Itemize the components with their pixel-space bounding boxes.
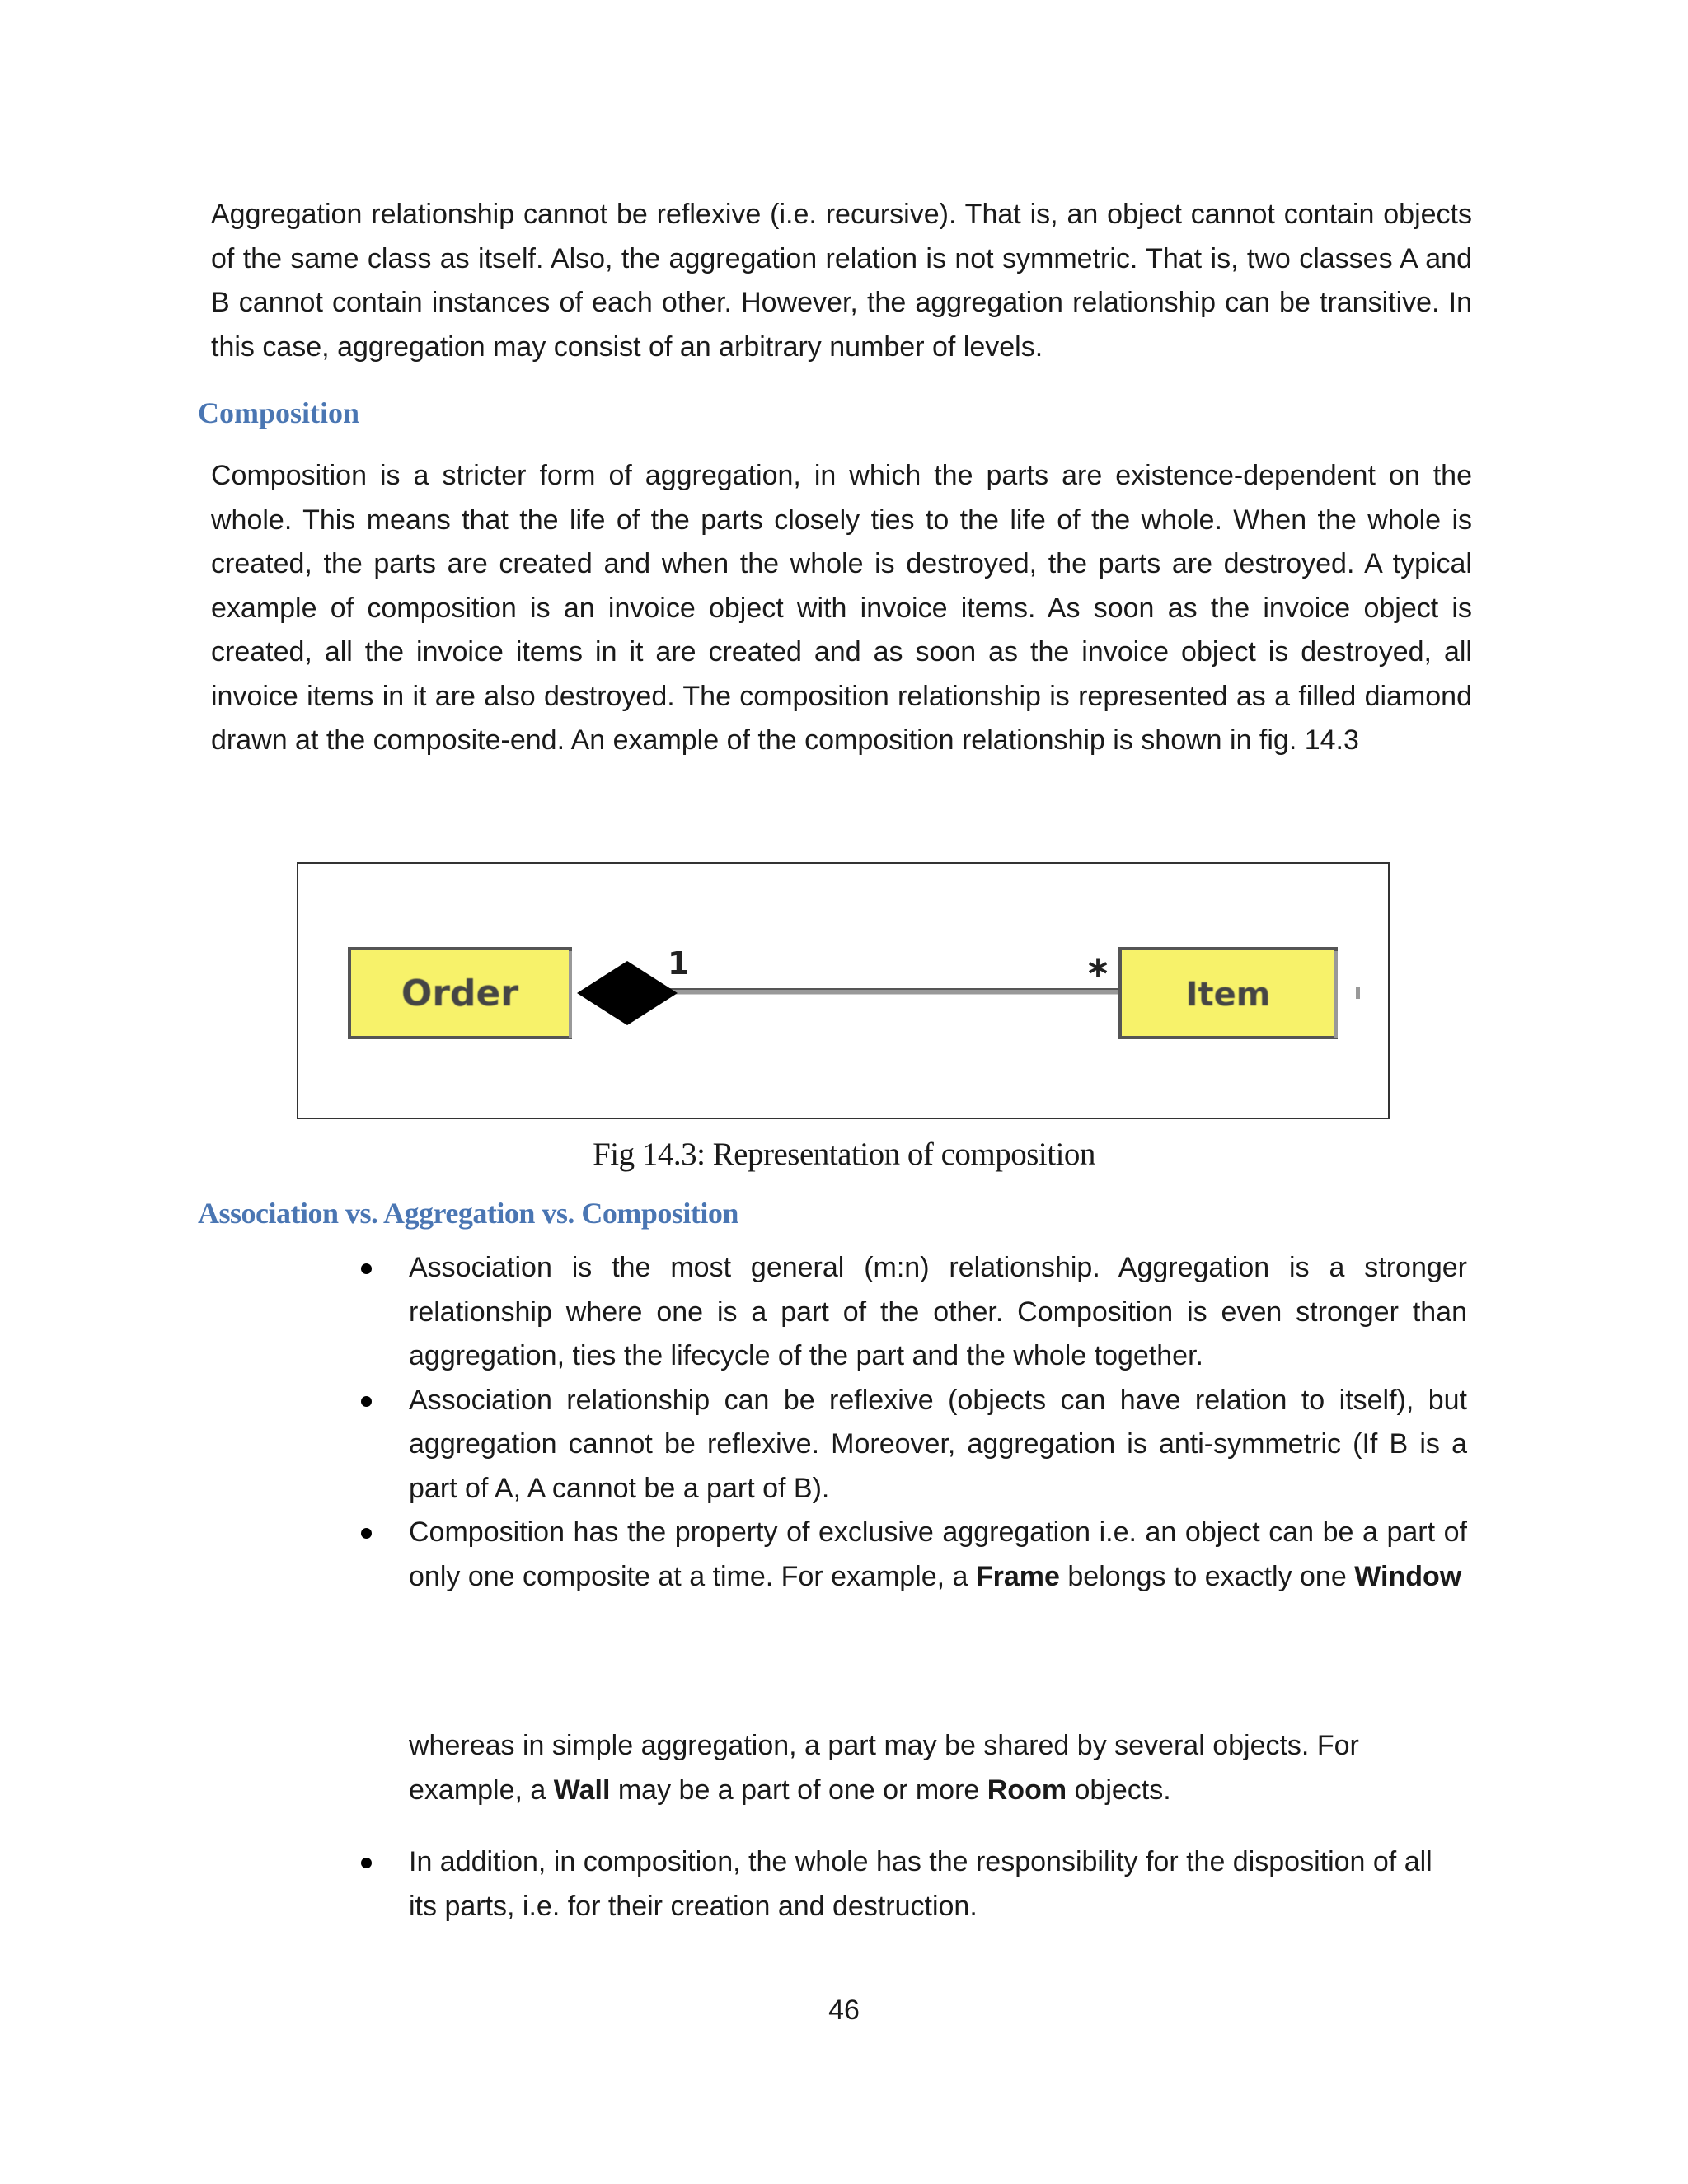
bullet-icon (361, 1263, 372, 1274)
heading-composition: Composition (198, 396, 360, 429)
bullet-text: belongs to exactly one (1059, 1560, 1355, 1592)
bullet-text: Composition has the property of exclusive aggregation i.e. an object can be a part of only one composite at a time. For example, a (409, 1516, 1467, 1592)
term-room: Room (987, 1774, 1067, 1806)
figure-caption: Fig 14.3: Representation of composition (593, 1137, 1095, 1172)
paragraph-aggregation-reflexive: Aggregation relationship cannot be reflexive (i.e. recursive). That is, an object cannot contain objects of the same class as itself. Also, the aggregation relation is not symmetric. That is, two classes A and B cannot contain instances of each other. However, the aggregation relationship can be transitive. In this case, aggregation may consist of an arbitrary number of levels. (211, 199, 1472, 363)
heading-association-vs-aggregation-vs-composition: Association vs. Aggregation vs. Composition (198, 1197, 738, 1230)
order-class-label: Order (401, 972, 519, 1015)
term-wall: Wall (553, 1774, 611, 1806)
bullet-continuation: whereas in simple aggregation, a part may be shared by several objects. For example, a Wall may be a part of one or more Room objects. (409, 1730, 1359, 1806)
filled-diamond-icon (577, 961, 678, 1025)
term-window: Window (1354, 1560, 1462, 1592)
bullet-icon (361, 1858, 372, 1868)
comparison-bullet-list (354, 1246, 1467, 1599)
list-item (354, 1379, 1467, 1511)
multiplicity-right: * (1088, 952, 1109, 996)
paragraph-composition: Composition is a stricter form of aggregation, in which the parts are existence-dependent on the whole. This means that the life of the parts closely ties to the life of the whole. When the whole is created, the parts are created and when the whole is destroyed, the parts are destroyed. A typical example of composition is an invoice object with invoice items. As soon as the invoice object is created, all the invoice items in it are created and as soon as the invoice object is destroyed, all invoice items in it are also destroyed. The composition relationship is represented as a filled diamond drawn at the composite-end. An example of the composition relationship is shown in fig. 14.3 (211, 460, 1472, 756)
bullet-icon (361, 1396, 372, 1407)
bullet-text: In addition, in composition, the whole has the responsibility for the disposition of all its parts, i.e. for their creation and destruction. (409, 1846, 1432, 1922)
comparison-bullet-list-2 (354, 1840, 1467, 1929)
multiplicity-left: 1 (668, 945, 690, 982)
page-number: 46 (828, 1994, 860, 2026)
term-frame: Frame (975, 1560, 1060, 1592)
bullet-text: Association is the most general (m:n) relationship. Aggregation is a stronger relationship where one is a part of the other. Composition is even stronger than aggregation, ties the lifecycle of the part and the whole together. (409, 1252, 1467, 1371)
list-item (354, 1840, 1467, 1929)
composition-diagram (297, 862, 1390, 1119)
bullet-text: Association relationship can be reflexive (objects can have relation to itself), but aggregation cannot be reflexive. Moreover, aggregation is anti-symmetric (If B is a part of A, A cannot be a part of B). (409, 1384, 1467, 1504)
bullet-icon (361, 1528, 372, 1539)
list-item (354, 1246, 1467, 1379)
list-item (354, 1511, 1467, 1599)
item-class-label: Item (1185, 976, 1271, 1014)
